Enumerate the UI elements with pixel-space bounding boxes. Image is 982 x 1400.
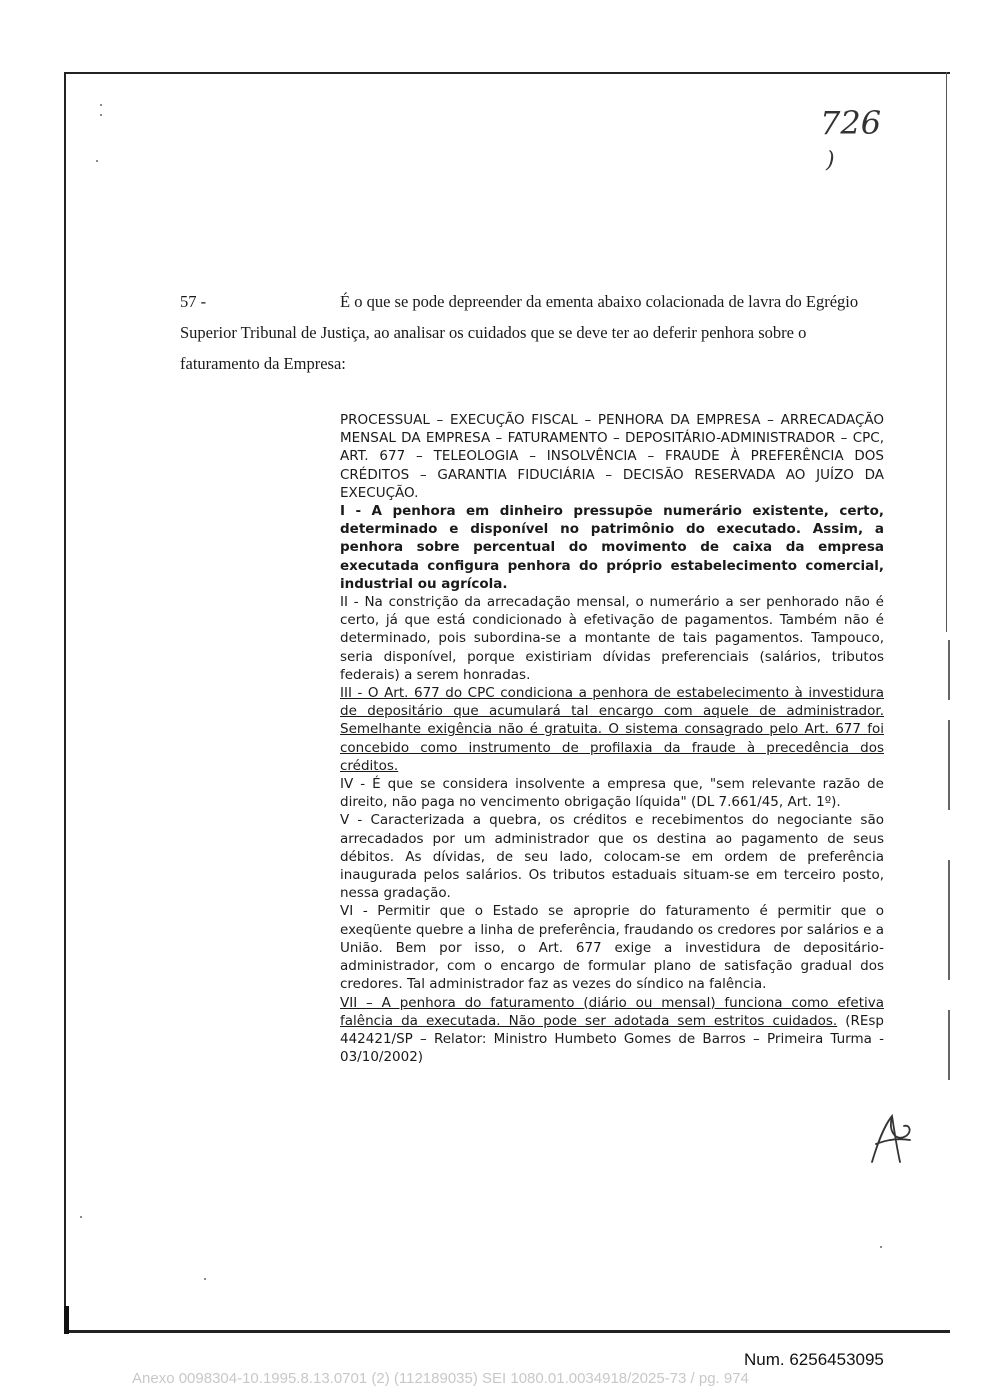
- scan-mark: [948, 860, 950, 980]
- scan-speck: [100, 114, 102, 116]
- folio-number: 726: [820, 104, 882, 142]
- scan-speck: [96, 160, 98, 162]
- ementa-quote: [340, 411, 884, 1066]
- footer-annex-reference: Anexo 0098304-10.1995.8.13.0701 (2) (112189035) SEI 1080.01.0034918/2025-73 / pg. 974: [132, 1370, 749, 1387]
- scan-speck: [204, 1278, 206, 1280]
- paragraph-57: [180, 286, 880, 379]
- paragraph-number: 57 -: [180, 292, 207, 311]
- scan-mark: [948, 720, 950, 810]
- page-border-top: [64, 72, 950, 74]
- page-border-right: [946, 72, 947, 632]
- scan-speck: [80, 1216, 82, 1218]
- scan-mark: [948, 1010, 950, 1080]
- ementa-item-ii: II - Na constrição da arrecadação mensal, o numerário a ser penhorado não é certo, já que está condicionado à efetivação de pagamentos. Também não é determinado, pois subordina-se a montante de tais pagamentos. Tampouco, seria disponível, porque existiriam dívidas preferenciais (salários, tributos federais) a serem honradas.: [340, 594, 884, 683]
- page-border-left: [64, 72, 66, 1334]
- ementa-item-iv: IV - É que se considera insolvente a empresa que, "sem relevante razão de direito, não paga no vencimento obrigação líquida" (DL 7.661/45, Art. 1º).: [340, 776, 884, 811]
- ementa-item-v: V - Caracterizada a quebra, os créditos e recebimentos do negociante são arrecadados por um administrador que os destina ao pagamento de seus débitos. As dívidas, de seu lado, colocam-se em ordem de preferência inaugurada pelos salários. Os tributos estaduais situam-se em terceiro posto, nessa gradação.: [340, 812, 884, 902]
- page-border-bottom: [66, 1330, 950, 1333]
- paragraph-text: É o que se pode depreender da ementa abaixo colacionada de lavra do Egrégio Superior Tribunal de Justiça, ao analisar os cuidados que se deve ter ao deferir penhora sobre o faturamento da Empresa:: [180, 292, 859, 373]
- document-number-stamp: Num. 6256453095: [744, 1350, 884, 1369]
- ementa-item-vii: VII – A penhora do faturamento (diário ou mensal) funciona como efetiva falência da executada. Não pode ser adotada sem estritos cuidados.: [340, 994, 884, 1029]
- ementa-item-vi: VI - Permitir que o Estado se aproprie do faturamento é permitir que o exeqüente quebre a linha de preferência, fraudando os credores por salários e a União. Bem por isso, o Art. 677 exige a investidura de depositário-administrador, com o encargo de formular plano de satisfação gradual dos credores. Tal administrador faz as vezes do síndico na falência.: [340, 903, 884, 993]
- ementa-heading: PROCESSUAL – EXECUÇÃO FISCAL – PENHORA DA EMPRESA – ARRECADAÇÃO MENSAL DA EMPRESA – FATURAMENTO – DEPOSITÁRIO-ADMINISTRADOR – CPC, ART. 677 – TELEOLOGIA – INSOLVÊNCIA – FRAUDE À PREFERÊNCIA DOS CRÉDITOS – GARANTIA FIDUCIÁRIA – DECISÃO RESERVADA AO JUÍZO DA EXECUÇÃO.: [340, 412, 884, 501]
- ementa-citation: (REsp 442421/SP – Relator: Ministro Humbeto Gomes de Barros – Primeira Turma - 03/10/2002): [340, 1012, 885, 1066]
- scan-speck: [100, 104, 102, 106]
- scan-mark: [948, 640, 950, 700]
- ementa-item-vii-block: [340, 994, 884, 1067]
- ementa-item-iii: III - O Art. 677 do CPC condiciona a penhora de estabelecimento à investidura de depositário que acumulará tal encargo com aquele de administrador. Semelhante exigência não é gratuita. O sistema consagrado pelo Art. 677 foi concebido como instrumento de profilaxia da fraude à precedência dos créditos.: [340, 685, 884, 774]
- folio-mark: ): [826, 148, 835, 173]
- ementa-item-i: I - A penhora em dinheiro pressupõe numerário existente, certo, determinado e disponível no patrimônio do executado. Assim, a penhora sobre percentual do movimento de caixa da empresa executada configura penhora do próprio estabelecimento comercial, industrial ou agrícola.: [340, 503, 884, 592]
- scan-speck: [880, 1246, 882, 1248]
- scan-mark: [64, 1306, 69, 1334]
- signature-initials: [866, 1112, 916, 1166]
